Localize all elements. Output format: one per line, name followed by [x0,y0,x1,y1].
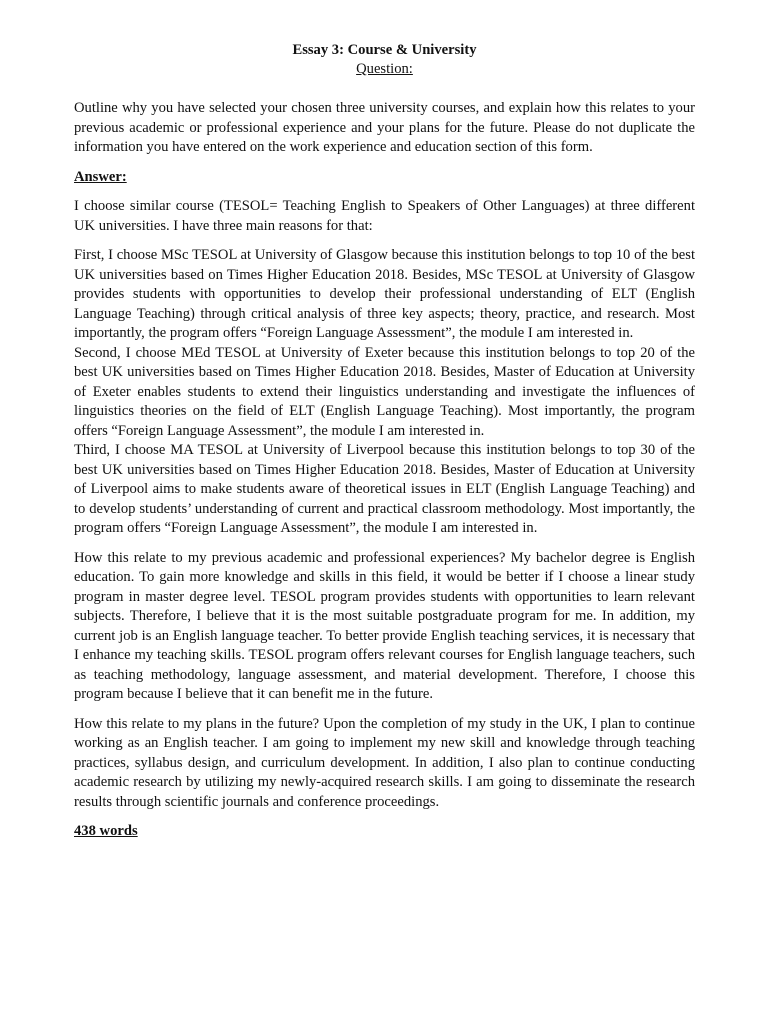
reason-third-paragraph: Third, I choose MA TESOL at University of Liverpool because this institution belongs to top 30 of the best UK universities based on Times Higher Education 2018. Besides, Master of Education at University of Liverpool aims to make students aware of theoretical issues in ELT (English Language Teaching) and to develop students’ understanding of current and practical classroom methodology. Most importantly, the program offers “Foreign Language Assessment”, the module I am interested in. [74,442,695,536]
answer-heading: Answer: [74,168,127,185]
answer-intro: I choose similar course (TESOL= Teaching English to Speakers of Other Languages) at three different UK universities. I have three main reasons for that: [74,198,695,234]
reason-first-paragraph: First, I choose MSc TESOL at University of Glasgow because this institution belongs to top 10 of the best UK universities based on Times Higher Education 2018. Besides, MSc TESOL at University of Glasgow provides students with opportunities to develop their professional understanding of ELT (English Language Teaching) through critical analysis of three key aspects; theory, practice, and research. Most importantly, the program offers “Foreign Language Assessment”, the module I am interested in. [74,247,695,341]
essay-title: Essay 3: Course & University [292,42,477,58]
question-text: Outline why you have selected your chosen three university courses, and explain how this relates to your previous academic or professional experience and your plans for the future. Please do not duplicate the information you have entered on the work experience and education section of this form. [74,100,695,155]
future-plans-paragraph: How this relate to my plans in the future? Upon the completion of my study in the UK, I plan to continue working as an English teacher. I am going to implement my new skill and knowledge through teaching practices, syllabus design, and curriculum development. In addition, I also plan to continue conducting academic research by utilizing my newly-acquired research skills. I am going to disseminate the research results through scientific journals and conference proceedings. [74,715,695,810]
reason-second-paragraph: Second, I choose MEd TESOL at University of Exeter because this institution belongs to top 20 of the best UK universities based on Times Higher Education 2018. Besides, Master of Education at University of Exeter enables students to extend their linguistics understanding and investigate the influences of linguistics theories on the field of ELT (English Language Teaching). Most importantly, the program offers “Foreign Language Assessment”, the module I am interested in. [74,344,695,439]
question-label: Question: [356,61,413,77]
word-count: 438 words [74,823,138,839]
essay-page [74,41,695,842]
experience-paragraph: How this relate to my previous academic and professional experiences? My bachelor degree is English education. To gain more knowledge and skills in this field, it would be better if I choose a linear study program in master degree level. TESOL program provides students with opportunities to learn relevant subjects. Therefore, I believe that it is the most suitable postgraduate program for me. In addition, my current job is an English language teacher. To better provide English teaching services, it is necessary that I enhance my teaching skills. TESOL program offers relevant courses for English language teachers, such as teaching methodology, language assessment, and material development. Therefore, I choose this program because I believe that it can benefit me in the future. [74,549,695,702]
